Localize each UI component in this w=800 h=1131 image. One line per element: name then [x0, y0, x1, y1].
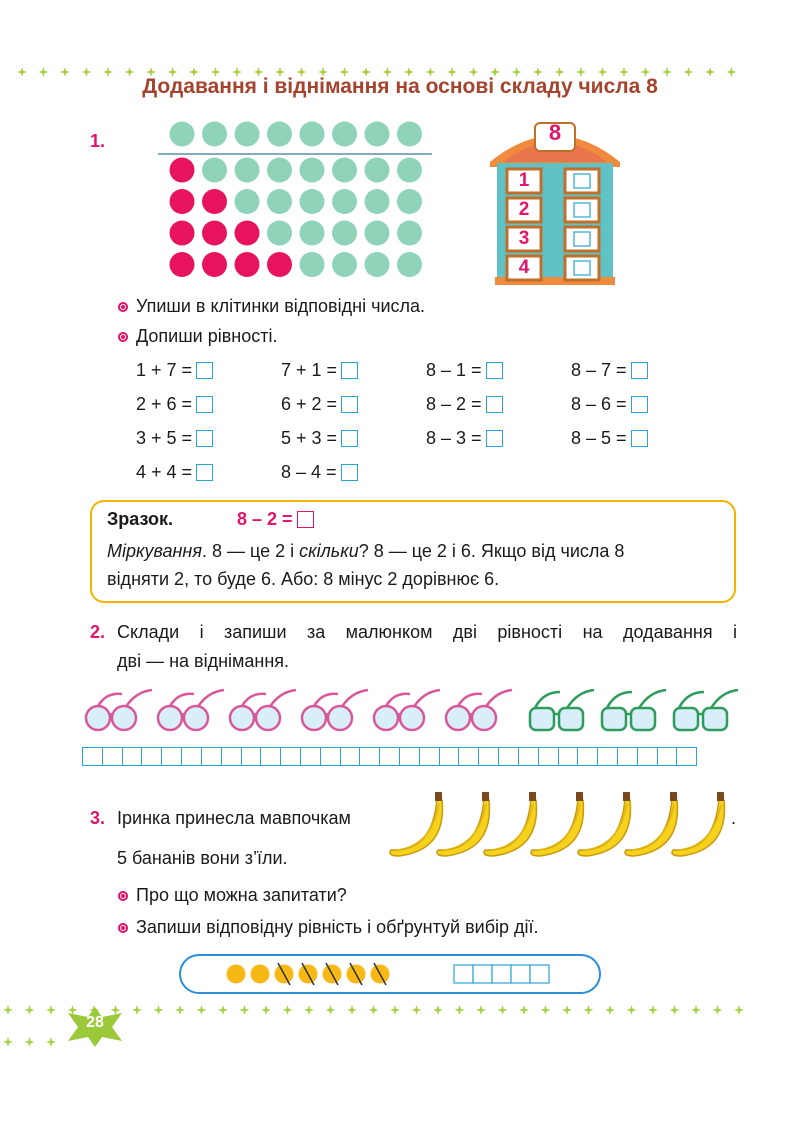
teal-dot [267, 189, 292, 214]
grid-cell[interactable] [439, 747, 460, 766]
banana-dot [251, 965, 270, 984]
house-row-number: 3 [518, 228, 530, 249]
task2-line1: Склади і запиши за малюнком дві рівності на додавання і [117, 622, 737, 642]
banana-icon [625, 792, 677, 856]
grid-cell[interactable] [320, 747, 341, 766]
teal-dot [170, 122, 195, 147]
teal-dot [267, 221, 292, 246]
house-roof-number: 8 [548, 120, 562, 145]
equation: 8 – 6 = [571, 394, 648, 415]
grid-cell[interactable] [617, 747, 638, 766]
bullet-icon [118, 923, 128, 933]
banana-icon [531, 792, 583, 856]
task2-number: 2. [90, 622, 106, 642]
star-icon [46, 1005, 56, 1015]
teal-dot [235, 158, 260, 183]
banana-icon [390, 792, 442, 856]
teal-dot [397, 252, 422, 277]
pink-dot [170, 158, 195, 183]
task3-line1: Іринка принесла мавпочкам [117, 808, 351, 828]
answer-box[interactable] [341, 464, 358, 481]
teal-dot [332, 189, 357, 214]
house-answer-box[interactable] [574, 203, 590, 217]
grid-cell[interactable] [498, 747, 519, 766]
house-row-number: 4 [518, 257, 530, 278]
grid-cell[interactable] [221, 747, 242, 766]
star-icon [46, 1037, 56, 1047]
teal-dot [235, 189, 260, 214]
pink-dot [170, 189, 195, 214]
banana-dot [227, 965, 246, 984]
grid-cell[interactable] [597, 747, 618, 766]
answer-box[interactable] [341, 362, 358, 379]
grid-cell[interactable] [181, 747, 202, 766]
task1-bullet-2: Допиши рівності. [118, 326, 277, 347]
equation: 2 + 6 = [136, 394, 213, 415]
equation: 8 – 7 = [571, 360, 648, 381]
teal-dot [202, 122, 227, 147]
page-title: Додавання і віднімання на основі складу числа 8 [142, 75, 658, 98]
grid-cell[interactable] [102, 747, 123, 766]
sample-label: Зразок. [107, 509, 174, 529]
teal-dot [332, 221, 357, 246]
grid-cell[interactable] [558, 747, 579, 766]
grid-cell[interactable] [379, 747, 400, 766]
pink-dot [267, 252, 292, 277]
teal-dot [300, 158, 325, 183]
star-icon [433, 1005, 443, 1015]
sample-reasoning-line2: відняти 2, то буде 6. Або: 8 мінус 2 дорівнює 6. [107, 569, 500, 589]
dot-diagram [150, 118, 440, 283]
star-icon [261, 1005, 271, 1015]
answer-capsule [178, 953, 603, 997]
square-glasses-icon [530, 690, 594, 730]
square-glasses-icon [602, 690, 666, 730]
answer-box[interactable] [486, 396, 503, 413]
bullet-icon [118, 332, 128, 342]
house-answer-box[interactable] [574, 232, 590, 246]
equation: 6 + 2 = [281, 394, 358, 415]
grid-cell[interactable] [676, 747, 697, 766]
bullet-icon [118, 302, 128, 312]
task1-bullet-1: Упиши в клітинки відповідні числа. [118, 296, 425, 317]
teal-dot [300, 122, 325, 147]
star-icon [455, 1005, 465, 1015]
star-icon [369, 1005, 379, 1015]
teal-dot [332, 158, 357, 183]
teal-dot [365, 189, 390, 214]
star-icon [3, 1005, 13, 1015]
answer-grid[interactable] [82, 747, 696, 766]
teal-dot [397, 221, 422, 246]
grid-cell[interactable] [458, 747, 479, 766]
grid-cell[interactable] [637, 747, 658, 766]
star-icon [627, 1005, 637, 1015]
grid-cell[interactable] [241, 747, 262, 766]
grid-cell[interactable] [657, 747, 678, 766]
task2-line2: дві — на віднімання. [117, 651, 290, 671]
answer-box[interactable] [196, 396, 213, 413]
grid-cell[interactable] [478, 747, 499, 766]
page-number: 28 [86, 1014, 104, 1031]
star-icon [154, 1005, 164, 1015]
answer-box[interactable] [631, 396, 648, 413]
equation: 7 + 1 = [281, 360, 358, 381]
star-icon [412, 1005, 422, 1015]
star-icon [304, 1005, 314, 1015]
answer-cell[interactable] [530, 965, 549, 983]
bullet-icon [118, 891, 128, 901]
teal-dot [397, 122, 422, 147]
grid-cell[interactable] [518, 747, 539, 766]
star-icon [648, 1005, 658, 1015]
grid-cell[interactable] [419, 747, 440, 766]
teal-dot [202, 158, 227, 183]
answer-box[interactable] [341, 430, 358, 447]
answer-cell[interactable] [454, 965, 473, 983]
star-icon [175, 1005, 185, 1015]
star-icon [498, 1005, 508, 1015]
task3-number: 3. [90, 808, 106, 828]
pink-dot [202, 189, 227, 214]
round-glasses-icon [374, 690, 440, 730]
teal-dot [267, 158, 292, 183]
star-icon [218, 1005, 228, 1015]
equation: 8 – 3 = [426, 428, 503, 449]
pink-dot [235, 252, 260, 277]
task3-bullet-2: Запиши відповідну рівність і обґрунтуй вибір дії. [118, 917, 539, 938]
grid-cell[interactable] [161, 747, 182, 766]
teal-dot [365, 252, 390, 277]
banana-icon [484, 792, 536, 856]
pink-dot [202, 252, 227, 277]
star-icon [584, 1005, 594, 1015]
banana-icon [672, 792, 724, 856]
grid-cell[interactable] [300, 747, 321, 766]
task3-line2: 5 бананів вони з’їли. [117, 848, 288, 868]
round-glasses-icon [230, 690, 296, 730]
teal-dot [300, 221, 325, 246]
equation: 8 – 2 = [426, 394, 503, 415]
pink-dot [202, 221, 227, 246]
teal-dot [397, 189, 422, 214]
sample-equation: 8 – 2 = [237, 509, 314, 530]
round-glasses-icon [446, 690, 512, 730]
pink-dot [170, 221, 195, 246]
star-icon [476, 1005, 486, 1015]
star-icon [25, 1037, 35, 1047]
grid-cell[interactable] [340, 747, 361, 766]
star-icon [691, 1005, 701, 1015]
round-glasses-icon [158, 690, 224, 730]
equation: 4 + 4 = [136, 462, 213, 483]
answer-box[interactable] [341, 396, 358, 413]
teal-dot [365, 221, 390, 246]
grid-cell[interactable] [260, 747, 281, 766]
equation: 5 + 3 = [281, 428, 358, 449]
square-glasses-icon [674, 690, 738, 730]
banana-icon [437, 792, 489, 856]
star-icon [670, 1005, 680, 1015]
star-icon [132, 1005, 142, 1015]
grid-cell[interactable] [280, 747, 301, 766]
answer-box[interactable] [631, 430, 648, 447]
round-glasses-icon [86, 690, 152, 730]
grid-cell[interactable] [359, 747, 380, 766]
star-icon [240, 1005, 250, 1015]
star-icon [713, 1005, 723, 1015]
grid-cell[interactable] [82, 747, 103, 766]
teal-dot [365, 122, 390, 147]
grid-cell[interactable] [399, 747, 420, 766]
banana-icon [578, 792, 630, 856]
house-answer-box[interactable] [574, 174, 590, 188]
equation: 8 – 5 = [571, 428, 648, 449]
star-icon [283, 1005, 293, 1015]
pink-dot [235, 221, 260, 246]
grid-cell[interactable] [141, 747, 162, 766]
star-icon [347, 1005, 357, 1015]
answer-box[interactable] [297, 511, 314, 528]
answer-cell[interactable] [473, 965, 492, 983]
star-icon [541, 1005, 551, 1015]
star-icon [734, 1005, 744, 1015]
teal-dot [332, 252, 357, 277]
task3-bullet-1: Про що можна запитати? [118, 885, 347, 906]
house-row-number: 2 [518, 199, 530, 220]
grid-cell[interactable] [577, 747, 598, 766]
grid-cell[interactable] [538, 747, 559, 766]
star-icon [197, 1005, 207, 1015]
answer-box[interactable] [631, 362, 648, 379]
equation: 8 – 1 = [426, 360, 503, 381]
teal-dot [332, 122, 357, 147]
answer-box[interactable] [196, 464, 213, 481]
task1-number: 1. [90, 131, 106, 151]
star-icon [605, 1005, 615, 1015]
star-icon [326, 1005, 336, 1015]
pink-dot [170, 252, 195, 277]
equation: 3 + 5 = [136, 428, 213, 449]
answer-cell[interactable] [511, 965, 530, 983]
star-icon [390, 1005, 400, 1015]
teal-dot [365, 158, 390, 183]
teal-dot [235, 122, 260, 147]
teal-dot [300, 189, 325, 214]
glasses-row [80, 688, 745, 736]
star-icon [519, 1005, 529, 1015]
task3-period: . [731, 808, 737, 828]
teal-dot [267, 122, 292, 147]
bananas-row [385, 790, 730, 860]
answer-box[interactable] [196, 430, 213, 447]
teal-dot [397, 158, 422, 183]
star-icon [562, 1005, 572, 1015]
house-row-number: 1 [518, 170, 530, 191]
answer-box[interactable] [486, 362, 503, 379]
star-icon [25, 1005, 35, 1015]
equation: 8 – 4 = [281, 462, 358, 483]
answer-box[interactable] [486, 430, 503, 447]
house-answer-box[interactable] [574, 261, 590, 275]
equation: 1 + 7 = [136, 360, 213, 381]
round-glasses-icon [302, 690, 368, 730]
answer-cell[interactable] [492, 965, 511, 983]
grid-cell[interactable] [122, 747, 143, 766]
sample-reasoning-line1: Міркування. 8 — це 2 і скільки? 8 — це 2 і 6. Якщо від числа 8 [107, 541, 625, 561]
teal-dot [300, 252, 325, 277]
grid-cell[interactable] [201, 747, 222, 766]
answer-box[interactable] [196, 362, 213, 379]
star-icon [3, 1037, 13, 1047]
